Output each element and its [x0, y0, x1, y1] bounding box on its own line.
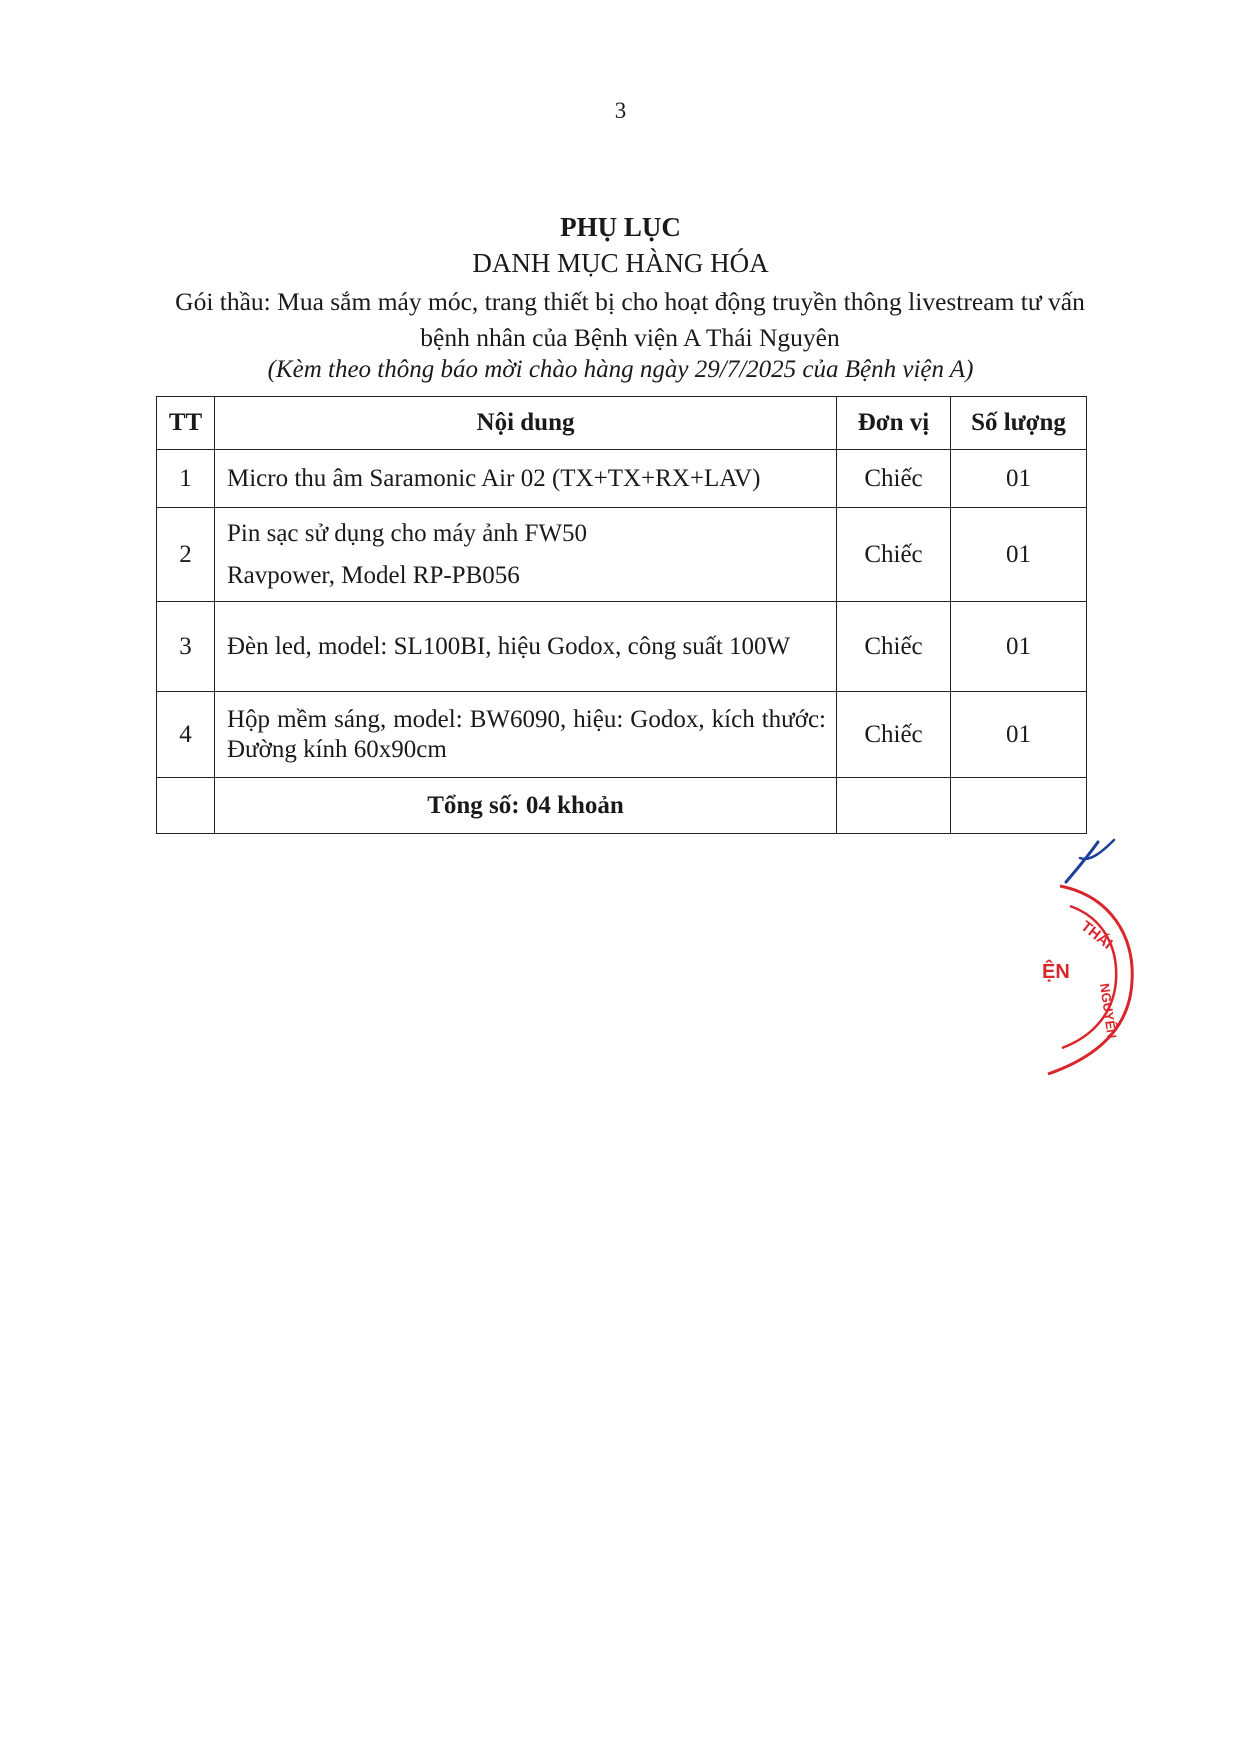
row-qty: 01 [951, 508, 1087, 602]
row-qty: 01 [951, 450, 1087, 508]
row-content-line2: Ravpower, Model RP-PB056 [227, 561, 520, 589]
col-header-tt: TT [157, 397, 215, 450]
col-header-unit: Đơn vị [837, 397, 951, 450]
total-empty-tt [157, 778, 215, 834]
page-number: 3 [614, 98, 627, 123]
row-tt: 1 [157, 450, 215, 508]
document-title: PHỤ LỤC [560, 212, 681, 242]
row-tt: 2 [157, 508, 215, 602]
seal-text-center: ỆN [1042, 961, 1070, 983]
row-content: Micro thu âm Saramonic Air 02 (TX+TX+RX+LAV) [215, 450, 837, 508]
total-empty-unit [837, 778, 951, 834]
row-qty: 01 [951, 692, 1087, 778]
row-content: Hộp mềm sáng, model: BW6090, hiệu: Godox, kích thước: Đường kính 60x90cm [215, 692, 837, 778]
table-total-row [157, 778, 1087, 834]
table-row [157, 692, 1087, 778]
total-empty-qty [951, 778, 1087, 834]
table-row [157, 450, 1087, 508]
seal-text-side: NGUYÊN [1097, 982, 1120, 1040]
goods-table [156, 396, 1087, 834]
red-seal-stamp [1040, 876, 1140, 1076]
row-unit: Chiếc [837, 692, 951, 778]
row-content: Đèn led, model: SL100BI, hiệu Godox, công suất 100W [215, 602, 837, 692]
table-row [157, 508, 1087, 602]
row-unit: Chiếc [837, 508, 951, 602]
table-row [157, 602, 1087, 692]
table-header-row [157, 397, 1087, 450]
row-unit: Chiếc [837, 602, 951, 692]
row-unit: Chiếc [837, 450, 951, 508]
row-tt: 4 [157, 692, 215, 778]
col-header-qty: Số lượng [951, 397, 1087, 450]
col-header-content: Nội dung [215, 397, 837, 450]
attachment-note: (Kèm theo thông báo mời chào hàng ngày 29/7/2025 của Bệnh viện A) [267, 356, 974, 383]
row-tt: 3 [157, 602, 215, 692]
row-content [215, 508, 837, 602]
seal-text-top: THÁI [1077, 917, 1116, 953]
row-qty: 01 [951, 602, 1087, 692]
row-content-line1: Pin sạc sử dụng cho máy ảnh FW50 [227, 519, 588, 547]
package-description: Gói thầu: Mua sắm máy móc, trang thiết bị cho hoạt động truyền thông livestream tư vấn bệnh nhân của Bệnh viện A Thái Nguyên [175, 287, 1085, 352]
total-label: Tổng số: 04 khoản [215, 778, 837, 834]
document-subtitle: DANH MỤC HÀNG HÓA [472, 248, 769, 278]
